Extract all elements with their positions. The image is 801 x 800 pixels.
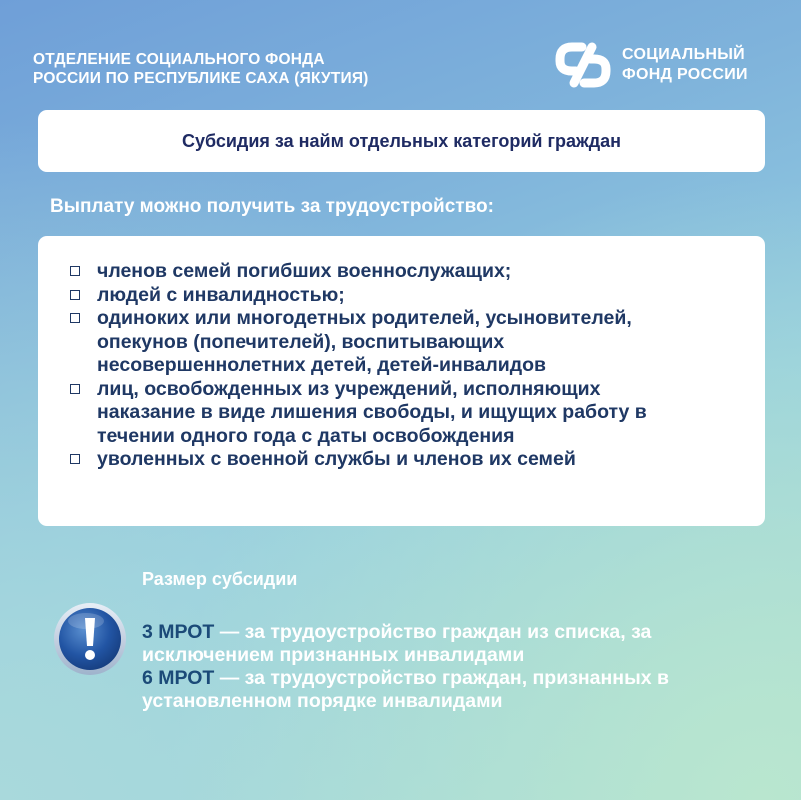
subsidy-size-title: Размер субсидии xyxy=(142,569,298,589)
org-name xyxy=(33,50,369,88)
categories-card xyxy=(38,236,765,526)
subsidy-amount-3: 3 МРОТ xyxy=(142,621,215,643)
checkbox-bullet-icon xyxy=(70,266,80,276)
subsidy-item-6: 6 МРОТ — за трудоустройство граждан, признанных в установленном порядке инвалидами xyxy=(142,667,669,712)
org-name-line1: ОТДЕЛЕНИЕ СОЦИАЛЬНОГО ФОНДА xyxy=(33,51,325,68)
list-item-text: одиноких или многодетных родителей, усыновителей, опекунов (попечителей), воспитывающих несовершеннолетних детей, детей-инвалидов xyxy=(97,307,632,376)
checkbox-bullet-icon xyxy=(70,290,80,300)
title-card xyxy=(38,110,765,172)
list-item xyxy=(70,378,730,449)
checkbox-bullet-icon xyxy=(70,384,80,394)
list-item-text: уволенных с военной службы и членов их семей xyxy=(97,448,576,470)
checkbox-bullet-icon xyxy=(70,313,80,323)
logo-text-line2: ФОНД РОССИИ xyxy=(622,66,748,83)
sfr-logo-icon xyxy=(552,40,614,90)
list-item xyxy=(70,448,730,472)
page-title: Субсидия за найм отдельных категорий граждан xyxy=(181,130,622,151)
checkbox-bullet-icon xyxy=(70,454,80,464)
logo-text xyxy=(622,45,748,85)
subsidy-size-info xyxy=(142,621,782,713)
list-item xyxy=(70,260,730,284)
categories-list xyxy=(70,260,730,472)
list-item xyxy=(70,284,730,308)
list-item-text: лиц, освобожденных из учреждений, исполняющих наказание в виде лишения свободы, и ищущих работу в течении одного года с даты освобождения xyxy=(97,377,647,447)
subsidy-amount-6: 6 МРОТ xyxy=(142,667,215,689)
subsidy-item-3: 3 МРОТ — за трудоустройство граждан из списка, за исключением признанных инвалидами xyxy=(142,621,652,666)
intro-text: Выплату можно получить за трудоустройство: xyxy=(50,196,494,217)
list-item-text: членов семей погибших военнослужащих; xyxy=(97,260,512,282)
org-name-line2: РОССИИ ПО РЕСПУБЛИКЕ САХА (ЯКУТИЯ) xyxy=(33,70,369,87)
exclamation-icon xyxy=(52,601,128,677)
list-item xyxy=(70,307,730,378)
logo-text-line1: СОЦИАЛЬНЫЙ xyxy=(622,46,745,63)
sfr-logo xyxy=(552,40,748,90)
list-item-text: людей с инвалидностью; xyxy=(97,283,345,306)
